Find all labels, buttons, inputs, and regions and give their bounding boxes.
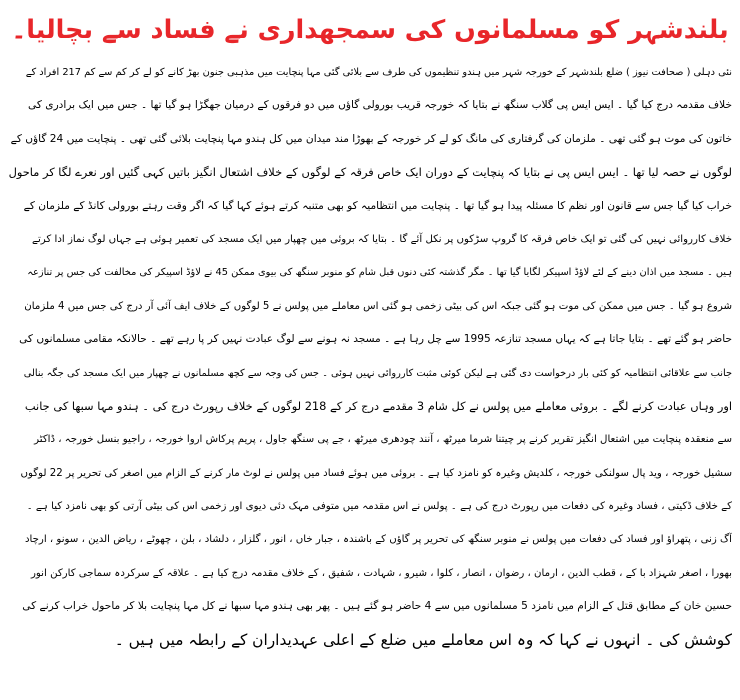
article-line: کوشش کی ۔ انہوں نے کہا کہ وہ اس معاملے میں ضلع کے اعلی عہدیداران کے رابطہ میں ہیں ۔: [114, 630, 732, 649]
article-headline: بلندشہر کو مسلمانوں کی سمجھداری نے فساد سے بچالیا۔: [11, 14, 729, 44]
article-line: نئی دہلی ( صحافت نیوز ) ضلع بلندشہر کے خورجہ شہر میں ہندو تنظیموں کی طرف سے بلائی گئی مہا پنچایت میں مذہبی جنون بھڑ کانے کو لے کر کم سے کم 217 افراد کے: [25, 67, 732, 78]
article-line: اور وہاں عبادت کرنے لگے ۔ بروئی معاملے میں پولس نے کل شام 3 مقدمے درج کر کے 218 لوگوں کے خلاف رپورٹ درج کی ۔ ہندو مہا سبھا کی جانب: [24, 398, 732, 413]
article-line: سے منعقدہ پنچایت میں اشتعال انگیز تقریر کرنے پر چیتنا شرما میرٹھ ، آنند چودھری میرٹھ ، جے پی سنگھ جاول ، پریم پرکاش اروا خورجہ ، راجیو بنسل خورجہ ، ڈاکٹر: [34, 434, 732, 446]
article-line: خاتون کی موت ہو گئی تھی ۔ ملزمان کی گرفتاری کی مانگ کو لے کر خورجہ کے بھوڑا مند میدان میں کل ہندو مہا پنچایت بلائی گئی تھی ۔ پنچایت میں 24 گاؤں کے: [10, 132, 732, 145]
article-line: شروع ہو گیا ۔ جس میں ممکن کی موت ہو گئی جبکہ اس کی بیٹی زخمی ہو گئی اس معاملے میں پولس نے 5 لوگوں کے خلاف ایف آئی آر درج کی جس میں 4 ملزمان: [24, 300, 732, 312]
article-line: ہیں ۔ مسجد میں اذان دینے کے لئے لاؤڈ اسپیکر لگایا گیا تھا ۔ مگر گذشتہ کئی دنوں قبل شام کو منوبر سنگھ کی بیوی ممکن 45 نے لاؤڈ اسپیکر کی مخالفت کی جس پر تنازعہ: [27, 267, 732, 279]
article-body: [8, 56, 732, 657]
article-line: آگ زنی ، پتھراؤ اور فساد کی دفعات میں پولس نے منوبر سنگھ کی تحریر پر گاؤں کے باشندہ ، جبار خاں ، انور ، گلزار ، دلشاد ، بلن ، چھوٹے ، ریاض الدین ، سونو ، ارچاد: [24, 534, 732, 546]
article-line: جانب سے علاقائی انتظامیہ کو کئی بار درخواست دی گئی ہے لیکن کوئی مثبت کارروائی نہیں ہوئی ۔ جس کی وجہ سے کچھ مسلمانوں نے چھپار میں ایک مسجد کی جگہ بنالی: [23, 367, 732, 379]
article-line: خلاف مقدمہ درج کیا گیا ۔ ایس ایس پی گلاب سنگھ نے بتایا کہ خورجہ قریب بورولی گاؤں میں دو فرقوں کے درمیان جھگڑا ہو گیا تھا ۔ جس میں ایک برادری کی: [28, 99, 732, 112]
article-line: حسین خان کے مطابق قتل کے الزام میں نامزد 5 مسلمانوں میں سے 4 حاضر ہو گئے ہیں ۔ پھر بھی ہندو مہا سبھا نے کل مہا پنچایت بلا کر ماحول خراب کرنے کی: [22, 600, 732, 613]
article-line: بھورا ، اصغر شہزاد با کے ، قطب الدین ، ارمان ، رضوان ، انصار ، کلوا ، شیرو ، شہادت ، شفیق ، کے خلاف مقدمہ درج کیا ہے ۔ علاقہ کے سرکردہ سماجی کارکن انور: [30, 567, 732, 579]
article-line: حاضر ہو گئے تھے ۔ بتایا جاتا ہے کہ یہاں مسجد تنازعہ 1995 سے چل رہا ہے ۔ مسجد نہ ہونے سے لوگ عبادت نہیں کر پا رہے تھے ۔ حالانکہ مقامی مسلمانوں کی: [19, 333, 732, 346]
article-line: خراب کیا گیا جس سے قانون اور نظم کا مسئلہ پیدا ہو گیا تھا ۔ پنچایت میں انتظامیہ کو بھی متنبہ کرتے ہوئے کہا گیا کہ اگر وقت رہتے بورولی کانڈ کے ملزمان کے: [23, 199, 732, 212]
article-line: کے خلاف ڈکیتی ، فساد وغیرہ کی دفعات میں رپورٹ درج کی ہے ۔ پولس نے اس مقدمہ میں متوفی مہک دئی دیوی اور زخمی اس کی بیٹی آرتی کو بھی نامزد کیا ہے ۔: [26, 501, 732, 513]
article-line: سشیل خورجہ ، وید پال سولنکی خورجہ ، کلدیش وغیرہ کو نامزد کیا ہے ۔ بروئی میں ہوئے فساد میں پولس نے لوٹ مار کرنے کے الزام میں اصغر کی تحریر پر 22 لوگوں: [20, 467, 732, 479]
article-line: خلاف کارروائی نہیں کی گئی تو ایک خاص فرقہ کا گروپ سڑکوں پر نکل آئے گا ۔ بتایا کہ بروئی میں چھپار میں ایک مسجد کی تعمیر ہوئی ہے جہاں لوگ نماز ادا کرتے: [32, 233, 732, 245]
article-line: لوگوں نے حصہ لیا تھا ۔ ایس ایس پی نے بتایا کہ پنچایت کے دوران ایک خاص فرقہ کے لوگوں کے خلاف اشتعال انگیز باتیں کہی گئیں اور نعرے لگا کر ماحول: [8, 165, 732, 180]
